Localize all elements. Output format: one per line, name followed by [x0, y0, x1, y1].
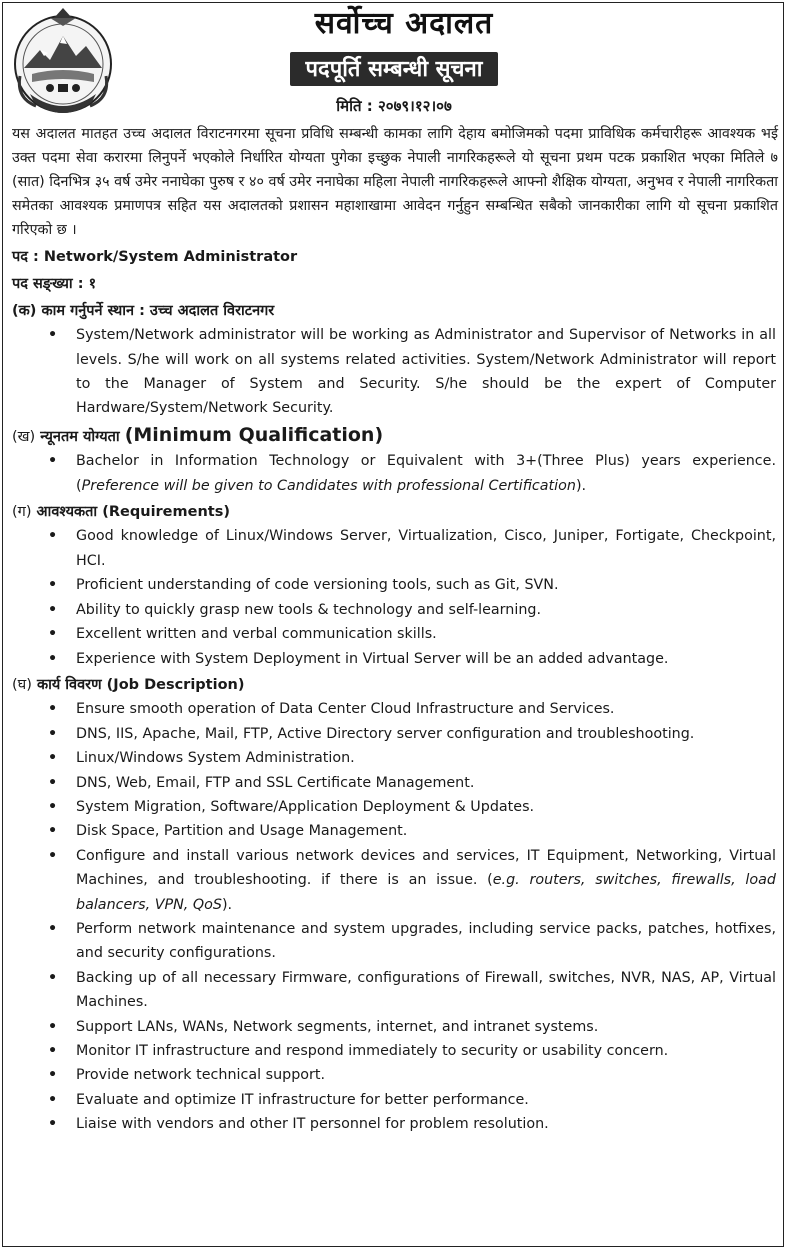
list-item: • Provide network technical support.	[12, 1063, 778, 1087]
date-label: मिति :	[336, 97, 373, 115]
bullet-icon: •	[48, 1116, 58, 1133]
bullet-icon: •	[48, 701, 58, 718]
qualification-list	[12, 449, 778, 498]
list-item: • Bachelor in Information Technology or Equivalent with 3+(Three Plus) years experience. (Preference will be given to Candidates with professional Certification).	[12, 449, 778, 498]
bullet-icon: •	[48, 1091, 58, 1108]
list-item: • Ensure smooth operation of Data Center Cloud Infrastructure and Services.	[12, 697, 778, 721]
list-item: • Disk Space, Partition and Usage Management.	[12, 819, 778, 843]
list-item: • Good knowledge of Linux/Windows Server, Virtualization, Cisco, Juniper, Fortigate, Checkpoint, HCI.	[12, 524, 778, 573]
bullet-icon: •	[48, 920, 58, 937]
list-item: • Experience with System Deployment in Virtual Server will be an added advantage.	[12, 647, 778, 671]
list-item: • Support LANs, WANs, Network segments, internet, and intranet systems.	[12, 1015, 778, 1039]
preference-note: Preference will be given to Candidates with professional Certification	[81, 477, 576, 494]
post-count-value: १	[88, 276, 97, 293]
bullet-icon: •	[48, 650, 58, 667]
notice-date	[0, 94, 788, 118]
section-label: काम गर्नुपर्ने स्थान : उच्च अदालत विराटनगर	[41, 302, 275, 319]
post-value: Network/System Administrator	[43, 249, 298, 265]
section-marker: (ख)	[12, 428, 36, 445]
section-minimum-qualification	[12, 423, 778, 449]
bullet-icon: •	[48, 823, 58, 840]
bullet-icon: •	[48, 601, 58, 618]
bullet-icon: •	[48, 453, 58, 470]
bullet-icon: •	[48, 969, 58, 986]
list-item: • Ability to quickly grasp new tools & technology and self-learning.	[12, 598, 778, 622]
intro-paragraph: यस अदालत मातहत उच्च अदालत विराटनगरमा सूचना प्रविधि सम्बन्धी कामका लागि देहाय बमोजिमको पदमा प्राविधिक कर्मचारीहरू आवश्यक भई उक्त पदमा सेवा करारमा लिनुपर्ने भएकोले निर्धारित योग्यता पुगेका इच्छुक नेपाली नागरिकहरूले यो सूचना प्रथम पटक प्रकाशित भएका मितिले ७ (सात) दिनभित्र ३५ वर्ष उमेर ननाघेका पुरुष र ४० वर्ष उमेर ननाघेका महिला नेपाली नागरिकहरूले आफ्नो शैक्षिक योग्यता, अनुभव र नेपाली नागरिकता समेतका आवश्यक प्रमाणपत्र सहित यस अदालतको प्रशासन महाशाखामा आवेदन गर्नुहुन सम्बन्धित सबैको जानकारीका लागि यो सूचना प्रकाशित गरिएको छ ।	[12, 126, 778, 238]
list-item: • Perform network maintenance and system upgrades, including service packs, patches, hotfixes, and security configurations.	[12, 917, 778, 966]
notice-body	[12, 122, 778, 1137]
bullet-icon: •	[48, 577, 58, 594]
post-count-label: पद सङ्ख्या :	[12, 276, 89, 293]
section-label-en: (Minimum Qualification)	[124, 423, 384, 446]
section-marker: (क)	[12, 302, 37, 319]
section-label: न्यूनतम योग्यता	[40, 428, 120, 445]
list-item: • System/Network administrator will be working as Administrator and Supervisor of Networks in all levels. S/he will work on all systems related activities. System/Network Administrator will report to the Manager of System and Security. S/he should be the expert of Computer Hardware/System/Network Security.	[12, 323, 778, 421]
section-marker: (ग)	[12, 504, 32, 521]
list-item: • System Migration, Software/Application Deployment & Updates.	[12, 795, 778, 819]
bullet-icon: •	[48, 626, 58, 643]
post-field	[12, 245, 778, 269]
bullet-icon: •	[48, 1067, 58, 1084]
requirements-list	[12, 524, 778, 670]
section-label: आवश्यकता	[36, 504, 98, 521]
list-item: • Proficient understanding of code versioning tools, such as Git, SVN.	[12, 573, 778, 597]
list-item: • DNS, IIS, Apache, Mail, FTP, Active Directory server configuration and troubleshooting.	[12, 722, 778, 746]
list-item: • Excellent written and verbal communication skills.	[12, 622, 778, 646]
list-item: • DNS, Web, Email, FTP and SSL Certificate Management.	[12, 771, 778, 795]
section-requirements	[12, 500, 778, 524]
bullet-icon: •	[48, 774, 58, 791]
section-label-en: (Requirements)	[102, 504, 230, 521]
section-marker: (घ)	[12, 676, 32, 693]
bullet-icon: •	[48, 847, 58, 864]
list-item: • Evaluate and optimize IT infrastructure for better performance.	[12, 1088, 778, 1112]
list-item: • Linux/Windows System Administration.	[12, 746, 778, 770]
work-location-list	[12, 323, 778, 421]
post-count-field	[12, 272, 778, 296]
bullet-icon: •	[48, 725, 58, 742]
bullet-icon: •	[48, 327, 58, 344]
date-value: २०७९।१२।०७	[377, 97, 452, 115]
bullet-icon: •	[48, 798, 58, 815]
post-label: पद :	[12, 249, 44, 265]
section-label: कार्य विवरण	[36, 676, 102, 693]
section-work-location	[12, 299, 778, 323]
bullet-icon: •	[48, 1043, 58, 1059]
list-item: • Monitor IT infrastructure and respond immediately to security or usability concern.	[12, 1039, 778, 1063]
bullet-icon: •	[48, 528, 58, 545]
list-item: • Backing up of all necessary Firmware, configurations of Firewall, switches, NVR, NAS, AP, Virtual Machines.	[12, 966, 778, 1015]
section-label-en: (Job Description)	[106, 676, 245, 693]
list-item: • Liaise with vendors and other IT personnel for problem resolution.	[12, 1112, 778, 1136]
bullet-icon: •	[48, 750, 58, 767]
job-description-list	[12, 697, 778, 1136]
page-title: सर्वोच्च अदालत	[314, 6, 494, 41]
list-item: • Configure and install various network devices and services, IT Equipment, Networking, Virtual Machines, and troubleshooting. if there is an issue. (e.g. routers, switches, firewalls, load balancers, VPN, QoS).	[12, 844, 778, 917]
section-job-description	[12, 673, 778, 697]
bullet-icon: •	[48, 1018, 58, 1035]
notice-subtitle: पदपूर्ति सम्बन्धी सूचना	[290, 52, 499, 86]
examples-note: e.g. routers, switches, firewalls, load balancers, VPN, QoS	[76, 872, 776, 913]
